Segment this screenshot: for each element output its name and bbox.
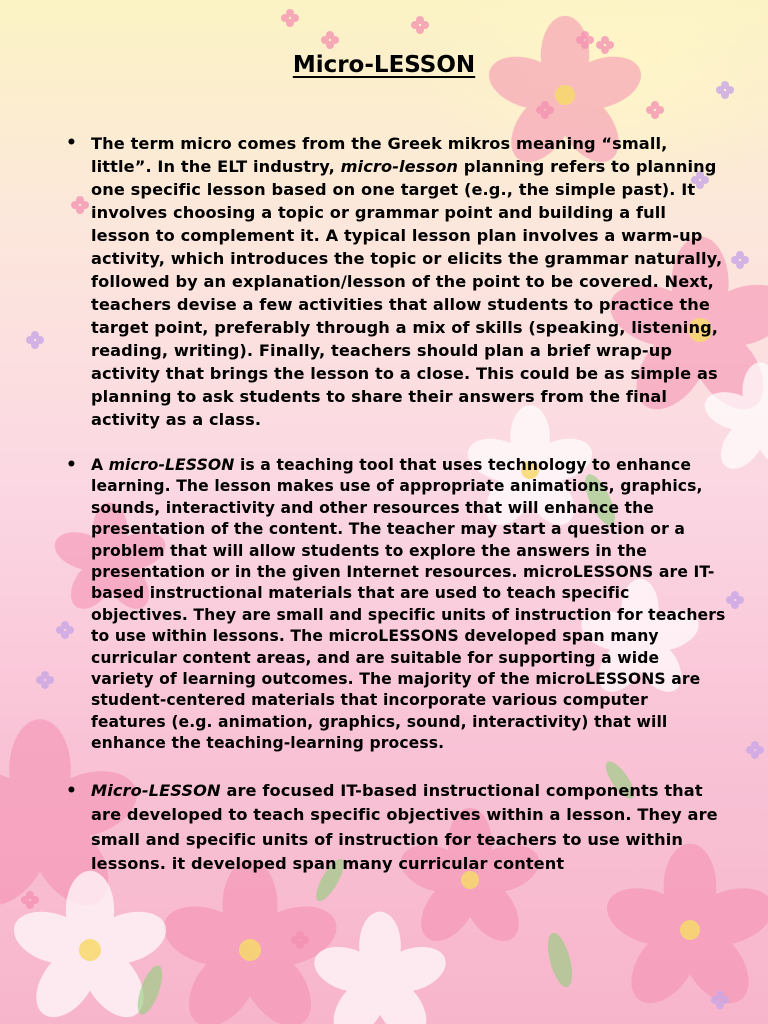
- paragraph-text: [91, 455, 726, 755]
- list-item: [66, 132, 726, 431]
- list-item: [66, 455, 726, 755]
- paragraph-italic-term: Micro-LESSON: [91, 780, 221, 800]
- paragraph-text: [91, 779, 726, 877]
- paragraph-body: is a teaching tool that uses technology to enhance learning. The lesson makes use of appropriate animations, graphics, sounds, interactivity and other resources that will enhance the presentation of the content. The teacher may start a question or a problem that will allow students to explore the answers in the presentation or in the given Internet resources. microLESSONS are IT-based instructional materials that are used to teach specific objectives. They are small and specific units of instruction for teachers to use within lessons. The microLESSONS developed span many curricular content areas, and are suitable for supporting a wide variety of learning outcomes. The majority of the microLESSONS are student-centered materials that incorporate various computer features (e.g. animation, graphics, sound, interactivity) that will enhance the teaching-learning process.: [91, 456, 726, 753]
- paragraph-lead: The term micro comes from the Greek mikros meaning “small, little”. In the ELT industry,: [91, 134, 668, 176]
- document-title: Micro-LESSON: [292, 52, 476, 78]
- paragraph-body: are focused IT-based instructional components that are developed to teach specific objectives within a lesson. They are small and specific units of instruction for teachers to use within lessons. it developed span many curricular content: [91, 780, 718, 873]
- paragraph-text: [91, 132, 726, 431]
- bullet-marker: •: [66, 455, 77, 475]
- paragraph-body: planning refers to planning one specific lesson based on one target (e.g., the simple past). It involves choosing a topic or grammar point and building a full lesson to complement it. A typical lesson plan involves a warm-up activity, which introduces the topic or elicits the grammar naturally, followed by an explanation/lesson of the point to be covered. Next, teachers devise a few activities that allow students to practice the target point, preferably through a mix of skills (speaking, listening, reading, writing). Finally, teachers should plan a brief wrap-up activity that brings the lesson to a close. This could be as simple as planning to ask students to share their answers from the final activity as a class.: [91, 157, 723, 429]
- paragraph-lead: A: [91, 456, 109, 474]
- list-item: [66, 779, 726, 877]
- bullet-list: [66, 132, 726, 900]
- bullet-marker: •: [66, 133, 77, 153]
- paragraph-italic-term: micro-lesson: [340, 157, 459, 176]
- paragraph-italic-term: micro-LESSON: [108, 456, 235, 474]
- bullet-marker: •: [66, 780, 77, 801]
